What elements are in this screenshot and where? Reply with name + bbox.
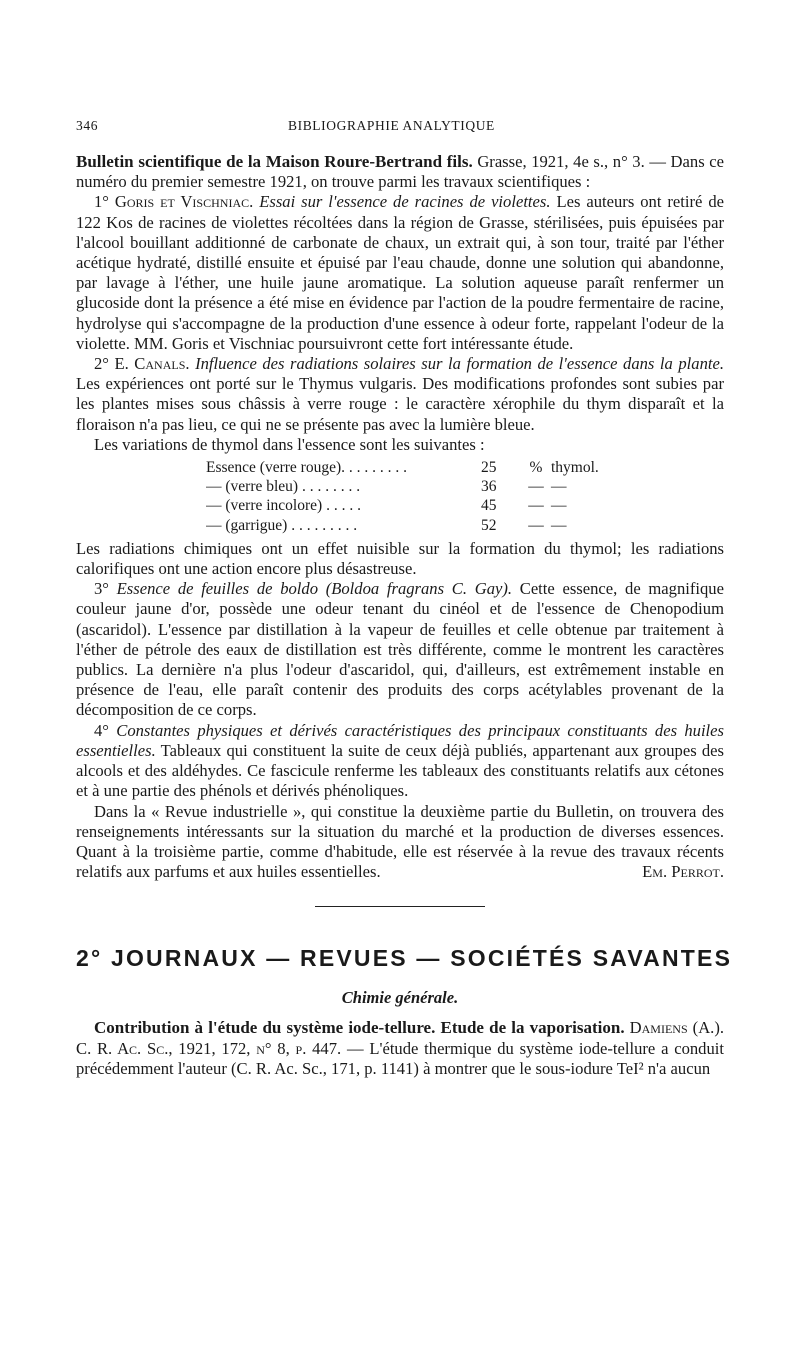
row-value: 45 — [481, 497, 497, 515]
signature: Em. Perrot. — [642, 862, 724, 882]
table-row — [206, 516, 724, 535]
table-row — [206, 458, 724, 477]
item-3 — [76, 579, 724, 720]
item-3-title: Essence de feuilles de boldo (Boldoa fragrans C. Gay). — [116, 579, 513, 599]
row-name: — — [551, 516, 567, 534]
article-citation: Damiens (A.). C. R. Ac. Sc., 1921, 172, n° 8, p. 447. — [76, 1018, 725, 1058]
row-unit: — — [528, 478, 544, 496]
row-value: 52 — [481, 516, 497, 534]
bulletin-lead: Grasse, 1921, 4e s., n° 3. — Dans ce numéro du premier semestre 1921, on trouve parmi les travaux scientifiques : — [76, 152, 724, 192]
table-row — [206, 477, 724, 496]
thymol-table — [206, 458, 724, 535]
table-row — [206, 496, 724, 515]
item-2-table-intro: Les variations de thymol dans l'essence sont les suivantes : — [94, 434, 485, 454]
item-2-conclusion: Les radiations chimiques ont un effet nuisible sur la formation du thymol; les radiations calorifiques ont une action encore plus désastreuse. — [76, 538, 724, 579]
row-label: — (verre incolore) . . . . . — [206, 497, 361, 515]
subsection-heading: Chimie générale. — [341, 988, 459, 1008]
item-1-body: Les auteurs ont retiré de 122 Kos de racines de violettes récoltées dans la région de Grasse, stérilisées, puis épuisées par l'alcool bouillant additionné de carbonate de chaux, un extrait qui, à son tour, traité par l'éther acétique hydraté, distillé ensuite et épuisé par l'eau chaude, donne une solution qui abandonne, par lavage à l'éther, une huile jaune aromatique. La solution aqueuse paraît renfermer un glucoside dont la présence a été mise en évidence par l'action de la poudre fermentaire de racine, hydrolyse qui s'accompagne de la production d'une essence à odeur forte, rappelant l'odeur de la violette. MM. Goris et Vischniac poursuivront cette fort intéressante étude. — [76, 192, 724, 353]
item-1 — [76, 192, 724, 354]
divider-rule — [315, 906, 485, 907]
article-entry — [76, 1018, 724, 1079]
row-label: Essence (verre rouge). . . . . . . . . — [206, 459, 407, 477]
item-4 — [76, 721, 724, 802]
row-unit: — — [528, 516, 544, 534]
bulletin-title: Bulletin scientifique de la Maison Roure-Bertrand fils. — [76, 152, 473, 171]
item-2-body: Les expériences ont porté sur le Thymus vulgaris. Des modifications profondes sont subies par les plantes mises sous châssis à verre rouge : le caractère xérophile du thym disparaît et la floraison n'a pas lieu, ce qui ne se présente pas avec la lumière bleue. — [76, 374, 724, 434]
section-heading: 2° JOURNAUX — REVUES — SOCIÉTÉS SAVANTES — [76, 945, 733, 972]
row-label: — (garrigue) . . . . . . . . . — [206, 516, 358, 534]
item-1-title: Essai sur l'essence de racines de violettes. — [259, 192, 551, 212]
row-value: 25 — [481, 459, 497, 477]
row-name: — — [551, 478, 567, 496]
item-4-title: Constantes physiques et dérivés caractéristiques des principaux constituants des huiles essentielles. — [76, 720, 724, 760]
closing-text: Dans la « Revue industrielle », qui constitue la deuxième partie du Bulletin, on trouvera des renseignements intéressants sur la situation du marché et la production de diverses essences. Quant à la troisième partie, comme d'habitude, elle est réservée à la revue des travaux récents relatifs aux parfums et aux huiles essentielles. — [76, 801, 724, 882]
running-header — [76, 118, 724, 152]
item-2-title: Influence des radiations solaires sur la formation de l'essence dans la plante. — [195, 354, 725, 374]
page — [76, 118, 733, 1079]
item-2 — [76, 354, 724, 435]
item-4-number: 4° — [94, 720, 109, 740]
row-value: 36 — [481, 478, 497, 496]
running-title: BIBLIOGRAPHIE ANALYTIQUE — [288, 118, 495, 133]
article-title: Contribution à l'étude du système iode-tellure. Etude de la vaporisation. — [94, 1018, 625, 1038]
item-1-authors: 1° Goris et Vischniac. — [94, 192, 254, 212]
row-label: — (verre bleu) . . . . . . . . — [206, 478, 361, 496]
item-4-body: Tableaux qui constituent la suite de ceux déjà publiés, appartenant aux groupes des alcools et des aldéhydes. Ce fascicule renferme les tableaux des constituants relatifs aux cétones et à une partie des phénols et dérivés phénoliques. — [76, 740, 724, 801]
row-unit: — — [528, 497, 544, 515]
item-2-author: 2° E. Canals. — [94, 354, 190, 374]
item-3-number: 3° — [94, 579, 109, 599]
row-unit: % — [529, 459, 543, 477]
item-3-body: Cette essence, de magnifique couleur jaune d'or, possède une odeur tenant du cinéol et de l'essence de Chenopodium (ascaridol). L'essence par distillation à la vapeur de feuilles et celle obtenue par traitement à l'éther de pétrole des eaux de distillation est très différente, comme le montrent les caractères publics. La dernière n'a plus l'odeur d'ascaridol, qui, d'ailleurs, est extrêmement instable en présence de l'eau, elle paraît contenir des produits des corps acétylables provenant de la décomposition de ce corps. — [76, 579, 724, 720]
page-number: 346 — [76, 118, 99, 133]
bulletin-intro — [76, 152, 724, 192]
article-body: — L'étude thermique du système iode-tellure a conduit précédemment l'auteur (C. R. Ac. Sc., 171, p. 1141) à montrer que le sous-iodure TeI² n'a aucun — [76, 1038, 724, 1078]
row-name: — — [551, 497, 567, 515]
closing-paragraph — [76, 802, 724, 883]
row-name: thymol. — [551, 459, 599, 477]
